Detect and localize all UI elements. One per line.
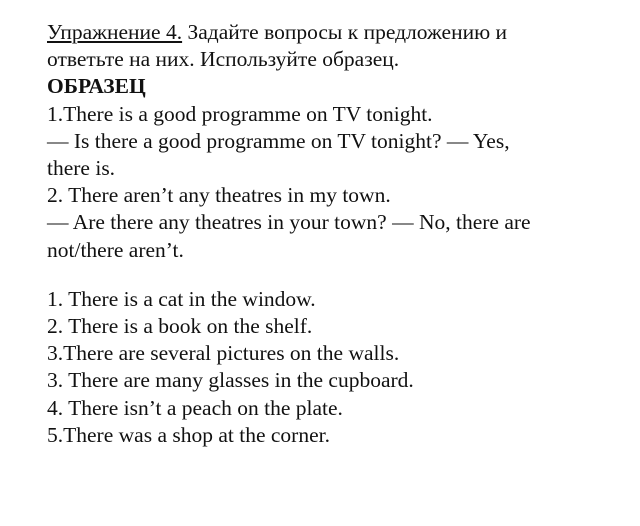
task-item: 3. There are many glasses in the cupboard.: [47, 368, 414, 393]
task-item: 3.There are several pictures on the walls.: [47, 341, 400, 366]
sample-line: not/there aren’t.: [47, 237, 184, 262]
sample-line: — Are there any theatres in your town? — No, there are: [47, 210, 531, 235]
sample-line: 1.There is a good programme on TV tonight.: [47, 101, 433, 126]
sample-line: — Is there a good programme on TV tonight? — Yes,: [47, 128, 510, 153]
exercise-instruction-part-2: ответьте на них. Используйте образец.: [47, 47, 400, 72]
sample-line: 2. There aren’t any theatres in my town.: [47, 183, 391, 208]
task-item: 4. There isn’t a peach on the plate.: [47, 395, 343, 420]
task-item: 2. There is a book on the shelf.: [47, 314, 313, 339]
exercise-instruction-part-1: Задайте вопросы к предложению и: [182, 20, 508, 44]
task-item: 1. There is a cat in the window.: [47, 286, 316, 311]
task-item: 5.There was a shop at the corner.: [47, 422, 330, 447]
sample-line: there is.: [47, 156, 116, 181]
exercise-title-line-1: [47, 19, 632, 46]
exercise-document: [47, 19, 632, 449]
sample-heading: ОБРАЗЕЦ: [47, 74, 146, 99]
section-spacer: [47, 264, 632, 286]
exercise-label: Упражнение 4.: [47, 20, 183, 44]
